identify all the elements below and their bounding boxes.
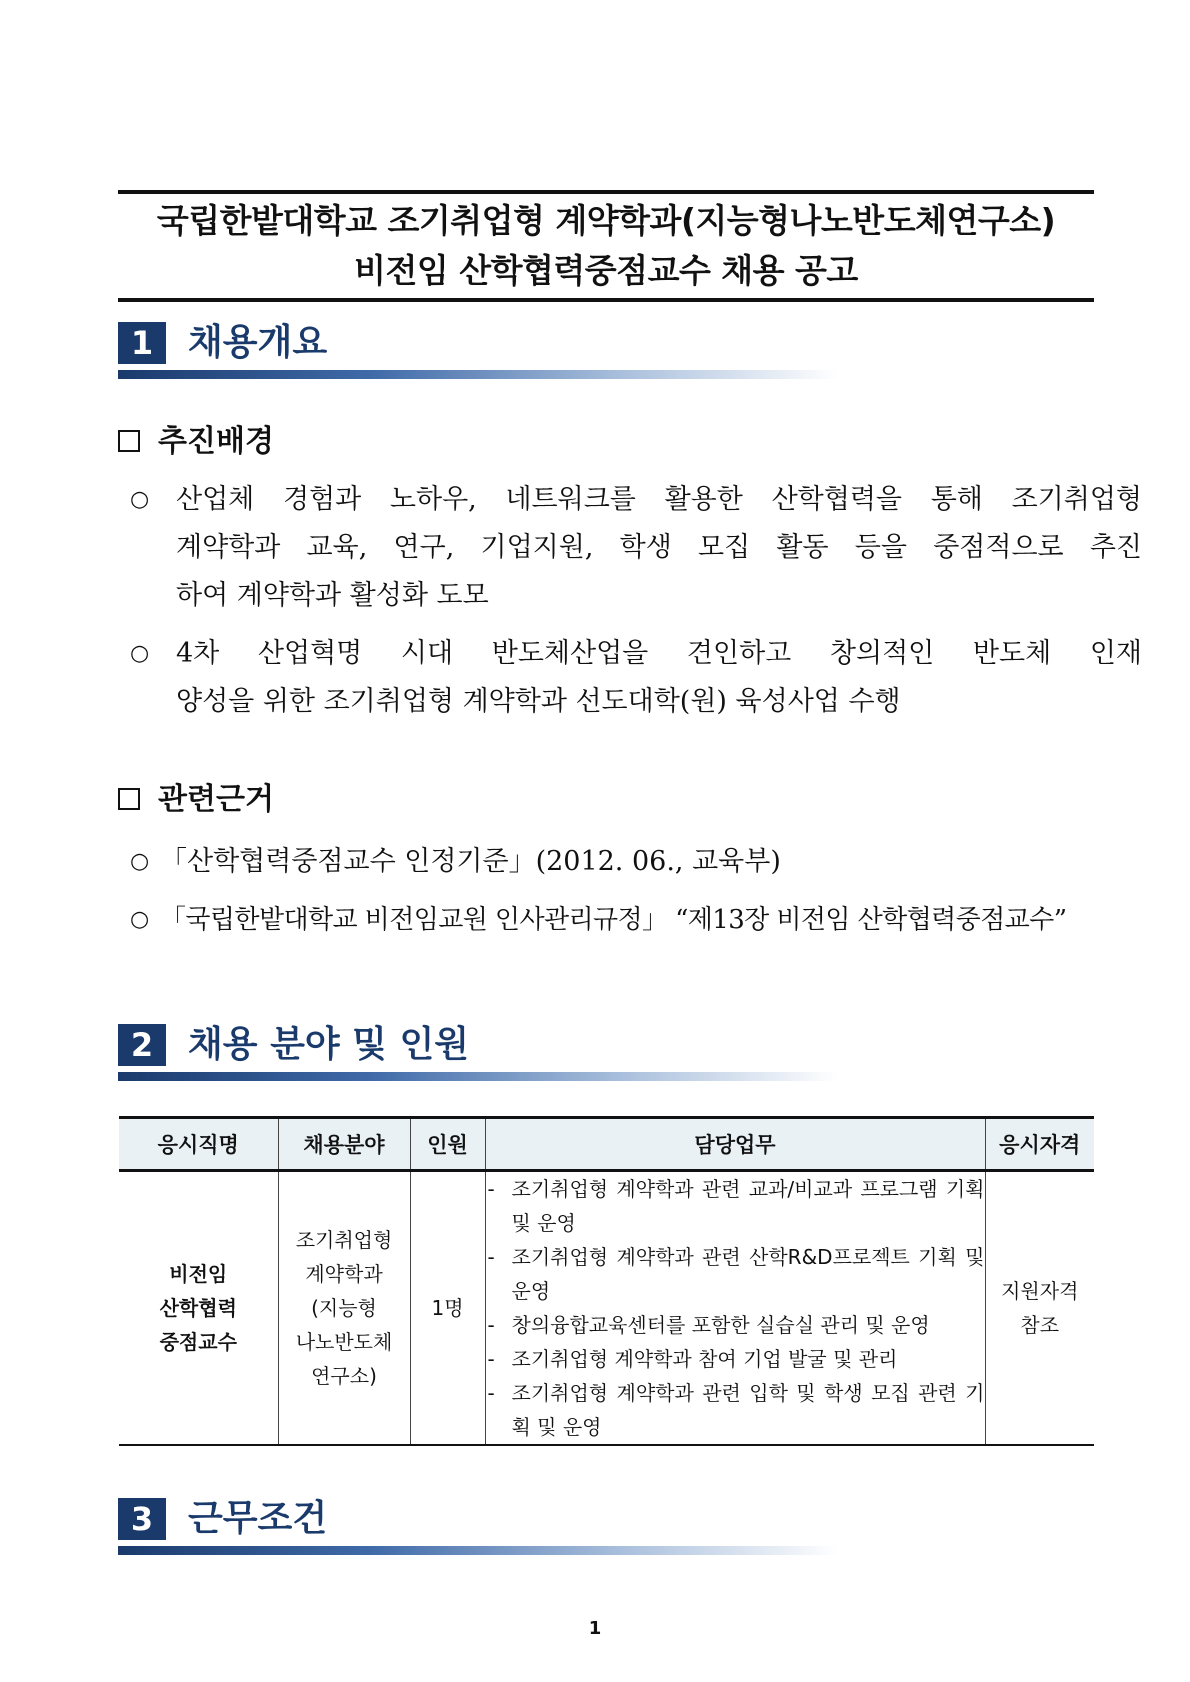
- duty-item: - 조기취업형 계약학과 관련 산학R&D프로젝트 기획 및 운영: [486, 1240, 985, 1308]
- cell-qualification: [985, 1171, 1094, 1446]
- circle-bullet-icon: ○: [130, 641, 150, 666]
- title-line-1: 국립한밭대학교 조기취업형 계약학과(지능형나노반도체연구소): [156, 201, 1056, 240]
- section-number: 3: [118, 1498, 166, 1540]
- duty-item: - 창의융합교육센터를 포함한 실습실 관리 및 운영: [486, 1308, 985, 1342]
- bullet-text-line: 하여 계약학과 활성화 도모: [176, 580, 489, 611]
- section-title: 근무조건: [188, 1498, 328, 1539]
- table-header-row: [119, 1118, 1094, 1171]
- cell-count: 1명: [410, 1171, 485, 1446]
- subsection-basis: [118, 780, 274, 820]
- cell-line: 중점교수: [159, 1330, 237, 1354]
- duties-list: [486, 1172, 985, 1444]
- section-underline-bar: [118, 1546, 838, 1555]
- cell-line: 참조: [1020, 1313, 1060, 1337]
- col-header-count: 인원: [410, 1118, 485, 1171]
- cell-field: [278, 1171, 410, 1446]
- circle-bullet-icon: ○: [130, 487, 150, 512]
- section-title: 채용 분야 및 인원: [188, 1024, 470, 1065]
- cell-line: 조기취업형: [295, 1228, 393, 1252]
- section-title: 채용개요: [188, 322, 328, 363]
- col-header-duties: 담당업무: [485, 1118, 985, 1171]
- col-header-position: 응시직명: [119, 1118, 278, 1171]
- bullet-text-line: 계약학과 교육, 연구, 기업지원, 학생 모집 활동 등을 중점적으로 추진: [176, 532, 1142, 563]
- bullet-text-line: 양성을 위한 조기취업형 계약학과 선도대학(원) 육성사업 수행: [176, 686, 901, 717]
- duty-item: - 조기취업형 계약학과 관련 교과/비교과 프로그램 기획 및 운영: [486, 1172, 985, 1240]
- cell-duties: [485, 1171, 985, 1446]
- subsection-title: 추진배경: [158, 424, 274, 459]
- reference-text: 「산학협력중점교수 인정기준」(2012. 06., 교육부): [160, 846, 781, 877]
- circle-bullet-icon: ○: [130, 907, 150, 932]
- subsection-title: 관련근거: [158, 782, 274, 817]
- cell-line: 지원자격: [1001, 1279, 1079, 1303]
- checkbox-square-icon: [118, 788, 140, 810]
- section-number: 1: [118, 322, 166, 364]
- cell-line: 나노반도체: [295, 1330, 393, 1354]
- subsection-background: [118, 422, 274, 462]
- bullet-text-line: 산업체 경험과 노하우, 네트워크를 활용한 산학협력을 통해 조기취업형: [176, 484, 1142, 515]
- section-number: 2: [118, 1024, 166, 1066]
- section-underline-bar: [118, 1072, 838, 1081]
- duty-item: - 조기취업형 계약학과 참여 기업 발굴 및 관리: [486, 1342, 985, 1376]
- cell-line: 산학협력: [159, 1296, 237, 1320]
- col-header-qualification: 응시자격: [985, 1118, 1094, 1171]
- title-line-2: 비전임 산학협력중점교수 채용 공고: [354, 251, 858, 290]
- col-header-field: 채용분야: [278, 1118, 410, 1171]
- document-title: [118, 190, 1094, 302]
- reference-text: 「국립한밭대학교 비전임교원 인사관리규정」 “제13장 비전임 산학협력중점교수”: [160, 905, 1067, 935]
- page-number: 1: [588, 1618, 602, 1639]
- cell-line: (지능형: [311, 1296, 377, 1320]
- cell-line: 비전임: [169, 1262, 228, 1286]
- section-1-header: [118, 318, 838, 382]
- recruitment-table: [119, 1116, 1094, 1446]
- cell-line: 계약학과: [305, 1262, 383, 1286]
- cell-line: 연구소): [311, 1364, 377, 1388]
- section-2-header: [118, 1020, 838, 1084]
- table-row: [119, 1171, 1094, 1446]
- section-3-header: [118, 1494, 838, 1558]
- circle-bullet-icon: ○: [130, 849, 150, 874]
- checkbox-square-icon: [118, 430, 140, 452]
- section-underline-bar: [118, 370, 838, 379]
- cell-position: [119, 1171, 278, 1446]
- bullet-text-line: 4차 산업혁명 시대 반도체산업을 견인하고 창의적인 반도체 인재: [176, 638, 1142, 669]
- duty-item: - 조기취업형 계약학과 관련 입학 및 학생 모집 관련 기획 및 운영: [486, 1376, 985, 1444]
